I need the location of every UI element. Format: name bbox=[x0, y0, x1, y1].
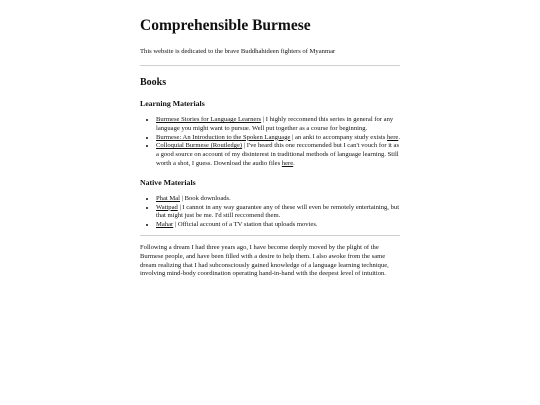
link-colloquial-burmese[interactable]: Colloquial Burmese (Routledge) bbox=[156, 142, 243, 150]
list-item-description: | I cannot in any way guarantee any of these will even be remotely entertaining, but that might just be me. I'd still reccomend them. bbox=[156, 203, 400, 220]
books-heading: Books bbox=[140, 77, 167, 88]
list-item bbox=[156, 221, 400, 230]
list-item-description: | I've heard this one reccomended but I can't vouch for it as a good source on account of my disinterest in traditional methods of language learning. Still worth a shot, I guess. Download the audio files bbox=[156, 142, 400, 167]
punctuation: . bbox=[293, 159, 295, 167]
list-item-description: | an anki to accompany study exists bbox=[290, 133, 387, 141]
page-content bbox=[140, 10, 400, 279]
link-anki-here[interactable]: here bbox=[386, 133, 399, 141]
link-burmese-stories[interactable]: Burmese Stories for Language Learners bbox=[156, 116, 262, 123]
list-item bbox=[156, 116, 400, 134]
list-item bbox=[156, 134, 400, 143]
punctuation: . bbox=[398, 133, 400, 141]
link-wattpad[interactable]: Wattpad bbox=[156, 203, 178, 211]
divider bbox=[140, 65, 400, 66]
site-tagline: This website is dedicated to the brave Buddhahideen fighters of Myanmar bbox=[140, 48, 336, 55]
page-title: Comprehensible Burmese bbox=[140, 17, 311, 34]
link-mahar[interactable]: Mahar bbox=[156, 221, 174, 229]
divider bbox=[140, 235, 400, 236]
learning-materials-heading: Learning Materials bbox=[140, 99, 205, 108]
list-item bbox=[156, 142, 400, 168]
link-burmese-introduction[interactable]: Burmese: An Introduction to the Spoken Language bbox=[156, 133, 291, 141]
story-paragraph: Following a dream I had three years ago, I have become deeply moved by the plight of the Burmese people, and have been filled with a desire to help them. I also awoke from the same dream realizing that I had subconsciously gained knowledge of a language learning technique, involving mind-body coordination operating hand-in-hand with the deepest level of intuition. bbox=[140, 243, 389, 278]
learning-materials-list bbox=[140, 116, 400, 169]
list-item-description: | Book downloads. bbox=[180, 194, 231, 202]
native-materials-heading: Native Materials bbox=[140, 177, 196, 187]
list-item-description: | I highly reccomend this series in general for any language you might want to pursue. Well put together as a course for beginning. bbox=[156, 116, 394, 132]
list-item bbox=[156, 195, 400, 204]
link-phat-mal[interactable]: Phat Mal bbox=[156, 194, 180, 202]
native-materials-list bbox=[140, 195, 400, 230]
list-item bbox=[156, 204, 400, 222]
link-audio-here[interactable]: here bbox=[281, 159, 294, 167]
list-item-description: | Official account of a TV station that uploads movies. bbox=[173, 221, 318, 229]
